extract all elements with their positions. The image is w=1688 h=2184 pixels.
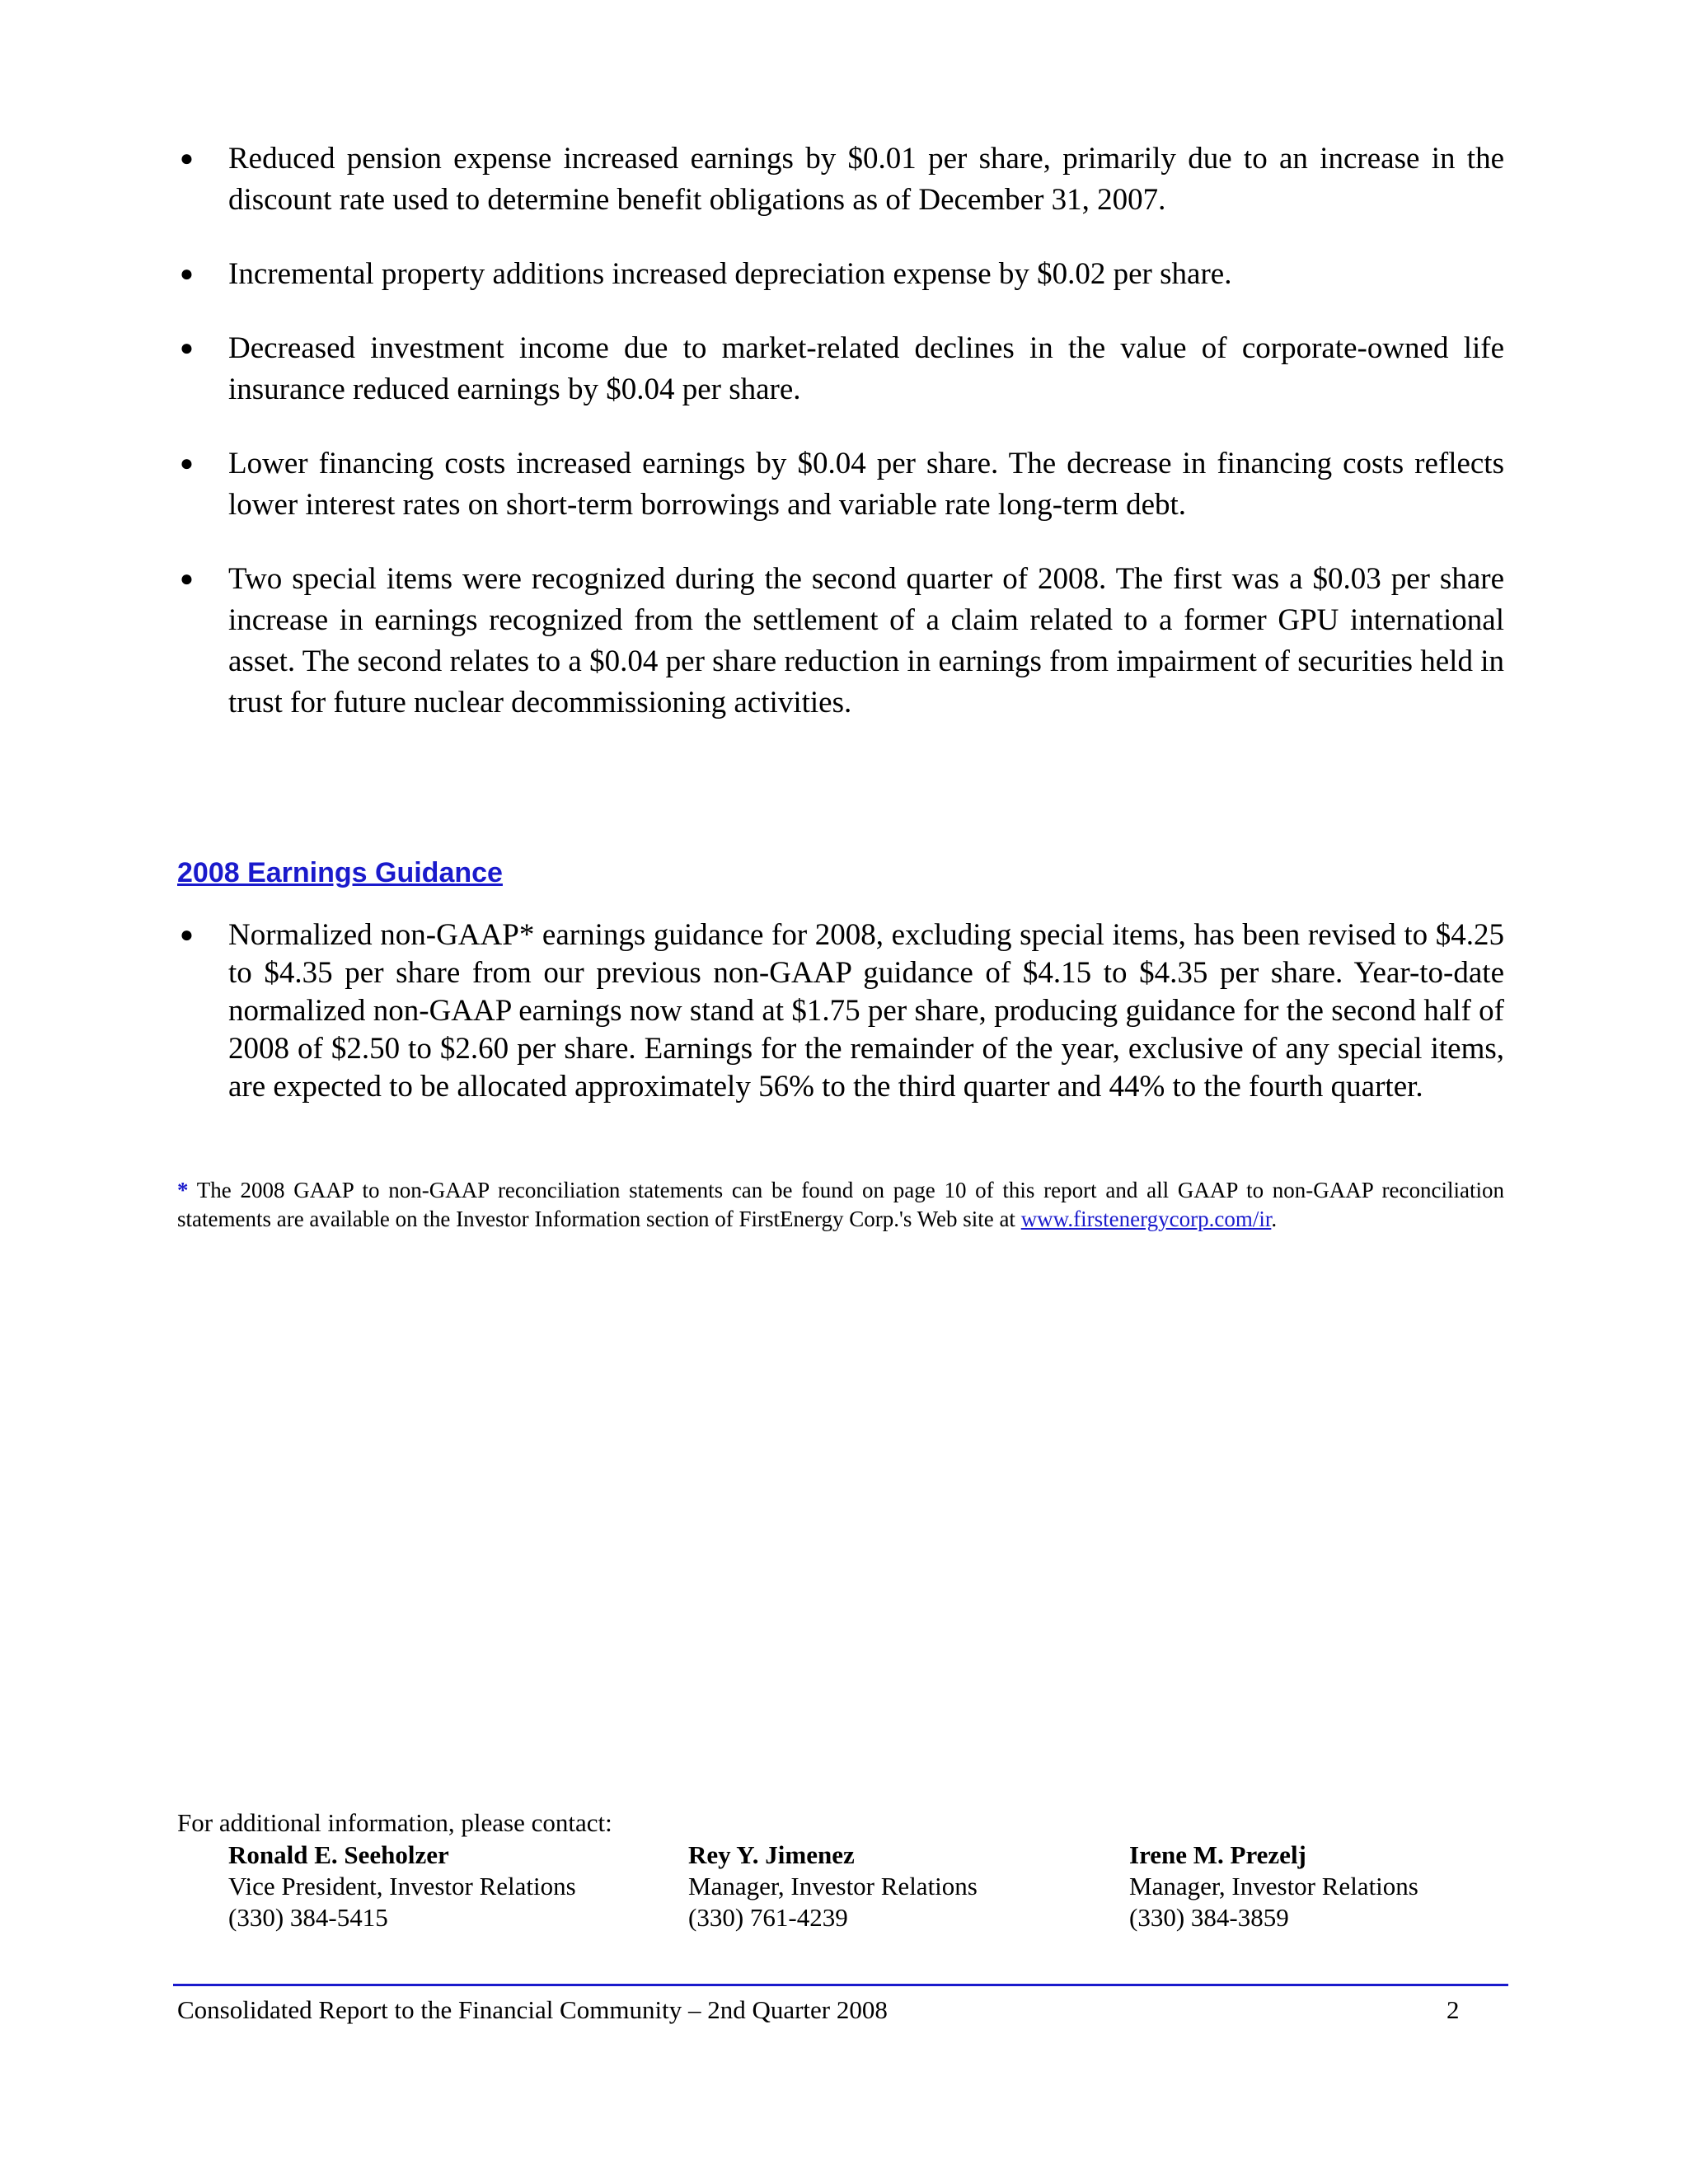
list-item: [177, 559, 1504, 724]
guidance-bullet-list: [177, 916, 1504, 1139]
list-item: [177, 916, 1504, 1106]
contact-phone: (330) 384-3859: [1129, 1903, 1289, 1932]
bullet-icon: ●: [180, 566, 194, 592]
contact-name: Ronald E. Seeholzer: [228, 1840, 449, 1869]
contact-name: Irene M. Prezelj: [1129, 1840, 1306, 1869]
contact-intro: For additional information, please contact:: [177, 1808, 612, 1837]
footnote: [177, 1176, 1504, 1234]
bullet-text: Lower financing costs increased earnings by $0.04 per share. The decrease in financing costs reflects lower interest rates on short-term borrowings and variable rate long-term debt.: [228, 447, 1504, 522]
contact-phone: (330) 761-4239: [688, 1903, 848, 1932]
bullet-text: Decreased investment income due to market-related declines in the value of corporate-owned life insurance reduced earnings by $0.04 per share.: [228, 331, 1504, 406]
list-item: [177, 328, 1504, 410]
bullet-icon: ●: [180, 261, 194, 287]
contact-phone: (330) 384-5415: [228, 1903, 388, 1932]
footnote-marker: *: [177, 1178, 189, 1202]
list-item: [177, 443, 1504, 526]
list-item: [177, 138, 1504, 221]
investor-site-link[interactable]: www.firstenergycorp.com/ir: [1020, 1207, 1272, 1231]
bullet-text: Reduced pension expense increased earnings by $0.01 per share, primarily due to an increase in the discount rate used to determine benefit obligations as of December 31, 2007.: [228, 142, 1504, 217]
footer-title: Consolidated Report to the Financial Community – 2nd Quarter 2008: [177, 1995, 888, 2024]
contact-card: [688, 1840, 978, 1933]
list-item: [177, 254, 1504, 295]
footnote-end: .: [1271, 1207, 1278, 1231]
contact-title: Vice President, Investor Relations: [228, 1872, 576, 1900]
contact-title: Manager, Investor Relations: [688, 1872, 978, 1900]
bullet-text: Two special items were recognized during the second quarter of 2008. The first was a $0.03 per share increase in earnings recognized from the settlement of a claim related to a former GPU international asset. The second relates to a $0.04 per share reduction in earnings from impairment of securities held in trust for future nuclear decommissioning activities.: [228, 562, 1504, 719]
bullet-icon: ●: [180, 451, 194, 476]
bullet-icon: ●: [180, 335, 194, 361]
guidance-heading: 2008 Earnings Guidance: [177, 857, 503, 888]
contact-title: Manager, Investor Relations: [1129, 1872, 1418, 1900]
bullet-icon: ●: [180, 922, 194, 948]
page-number: 2: [1447, 1995, 1460, 2024]
contact-name: Rey Y. Jimenez: [688, 1840, 855, 1869]
bullet-text: Normalized non-GAAP* earnings guidance for 2008, excluding special items, has been revised to $4.25 to $4.35 per share from our previous non-GAAP guidance of $4.15 to $4.35 per share. Year-to-date normalized non-GAAP earnings now stand at $1.75 per share, producing guidance for the second half of 2008 of $2.50 to $2.60 per share. Earnings for the remainder of the year, exclusive of any special items, are expected to be allocated approximately 56% to the third quarter and 44% to the fourth quarter.: [228, 918, 1504, 1104]
footnote-text: The 2008 GAAP to non-GAAP reconciliation statements can be found on page 10 of this report and all GAAP to non-GAAP reconciliation statements are available on the Investor Information section of FirstEnergy Corp.'s Web site at: [177, 1178, 1504, 1231]
footer-divider: [173, 1984, 1508, 1986]
contact-card: [1129, 1840, 1418, 1933]
bullet-text: Incremental property additions increased depreciation expense by $0.02 per share.: [228, 257, 1232, 291]
contact-card: [228, 1840, 576, 1933]
results-bullet-list: [177, 138, 1504, 757]
bullet-icon: ●: [180, 146, 194, 171]
